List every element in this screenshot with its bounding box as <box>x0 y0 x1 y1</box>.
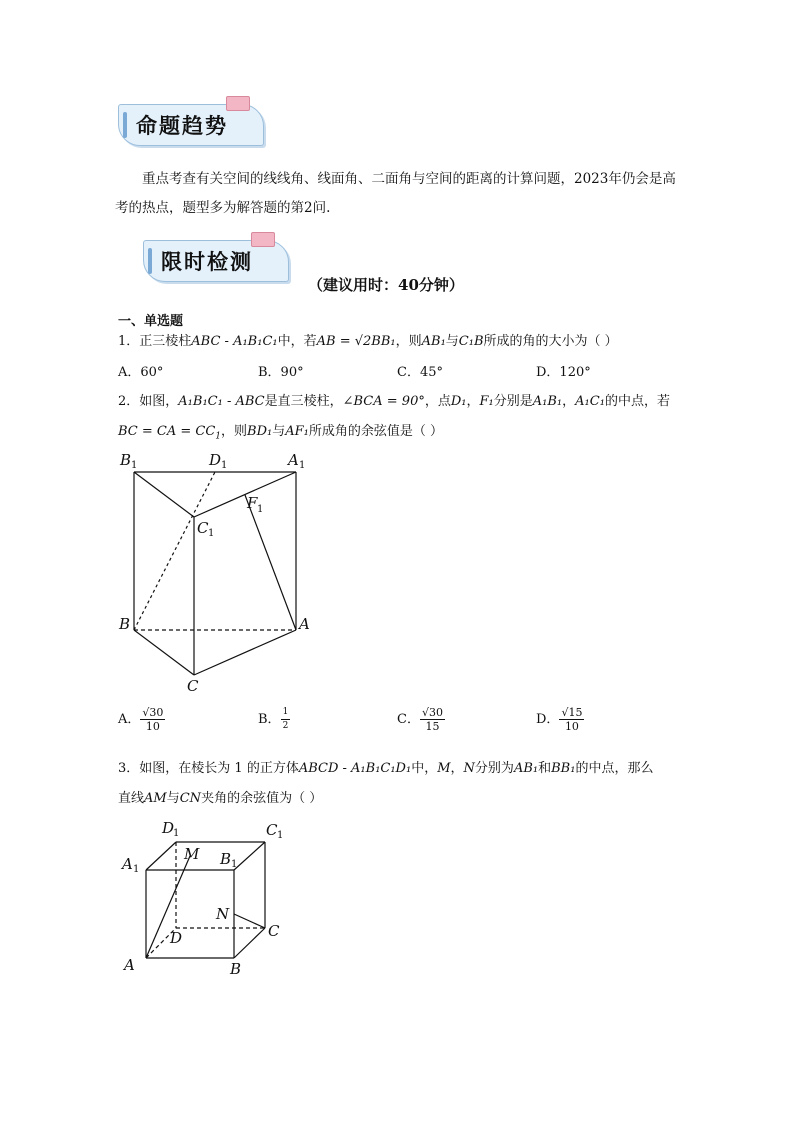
trend-title: 命题趋势 <box>136 114 228 138</box>
cube-figure <box>110 815 310 985</box>
label-b1-sub: 1 <box>131 460 138 471</box>
label-a1-sub: 1 <box>133 864 140 875</box>
prism-figure <box>110 445 320 695</box>
label-b1: B <box>220 850 232 868</box>
label-b1: B <box>120 451 132 469</box>
edge-a1-d1 <box>146 842 176 870</box>
timed-banner <box>143 240 291 284</box>
time-note: （建议用时：40分钟） <box>308 276 464 294</box>
question-2-line-1: 2．如图，A₁B₁C₁ - ABC是直三棱柱，∠BCA = 90°，点D₁，F₁分别是A₁B₁，A₁C₁的中点，若 <box>118 394 670 409</box>
label-d1-sub: 1 <box>173 828 180 839</box>
q1-option-c: C．45° <box>397 365 443 380</box>
q1-option-a: A．60° <box>118 365 164 380</box>
label-d1: D <box>162 819 175 837</box>
edge-a-c <box>194 630 296 675</box>
label-f1-sub: 1 <box>257 504 264 515</box>
question-1: 1．正三棱柱ABC - A₁B₁C₁中，若AB = √2BB₁，则AB₁与C₁B所成的角的大小为（ ） <box>118 334 618 349</box>
edge-a1-c1 <box>194 472 296 517</box>
label-c: C <box>187 677 199 695</box>
segment-a-m <box>146 856 190 958</box>
label-b1-sub: 1 <box>231 859 238 870</box>
label-d: D <box>170 929 183 947</box>
label-c1-sub: 1 <box>277 830 284 841</box>
label-a1-sub: 1 <box>299 460 306 471</box>
edge-b-c <box>234 928 265 958</box>
trend-banner <box>118 104 266 148</box>
section-heading: 一、单选题 <box>118 314 184 329</box>
label-c1: C <box>266 821 278 839</box>
segment-a-f1 <box>245 495 296 630</box>
q2-option-d: D． $\frac{√15}{10}$ <box>536 706 583 733</box>
label-a1: A <box>288 451 299 469</box>
edge-b1-c1 <box>234 842 265 870</box>
label-n: N <box>216 905 230 923</box>
label-b: B <box>230 960 242 978</box>
label-m: M <box>184 845 200 863</box>
pink-clip-icon <box>226 96 250 111</box>
label-f1: F <box>247 494 258 512</box>
q1-option-d: D．120° <box>536 365 591 380</box>
label-c1-sub: 1 <box>208 528 215 539</box>
label-d1-sub: 1 <box>221 460 228 471</box>
edge-b1-c1 <box>134 472 194 517</box>
label-a: A <box>299 615 310 633</box>
label-c1: C <box>197 519 209 537</box>
q2-option-c: C． $\frac{√30}{15}$ <box>397 706 443 733</box>
question-2-line-2: BC = CA = $CC_1$，则BD₁与AF₁所成角的余弦值是（ ） <box>118 424 444 442</box>
q2-option-b: B． $\frac{1}{2}$ <box>258 707 289 731</box>
pink-clip-icon <box>251 232 275 247</box>
label-a: A <box>124 956 135 974</box>
q1-option-b: B．90° <box>258 365 304 380</box>
segment-n-c <box>234 914 265 928</box>
label-a1: A <box>122 855 133 873</box>
q2-option-a: A． $\frac{√30}{10}$ <box>118 706 164 733</box>
timed-title: 限时检测 <box>161 250 253 274</box>
question-3-line-2: 直线AM与CN夹角的余弦值为（ ） <box>118 791 323 806</box>
question-3-line-1: 3．如图，在棱长为 1 的正方体ABCD - A₁B₁C₁D₁中，M，N分别为AB₁和BB₁的中点，那么 <box>118 761 654 776</box>
trend-text: 重点考查有关空间的线线角、线面角、二面角与空间的距离的计算问题，2023年仍会是高考的热点，题型多为解答题的第2问. <box>115 171 676 216</box>
edge-b-c <box>134 630 194 675</box>
label-c: C <box>268 922 280 940</box>
label-d1: D <box>209 451 222 469</box>
label-b: B <box>119 615 131 633</box>
segment-b-d1 <box>134 472 215 630</box>
